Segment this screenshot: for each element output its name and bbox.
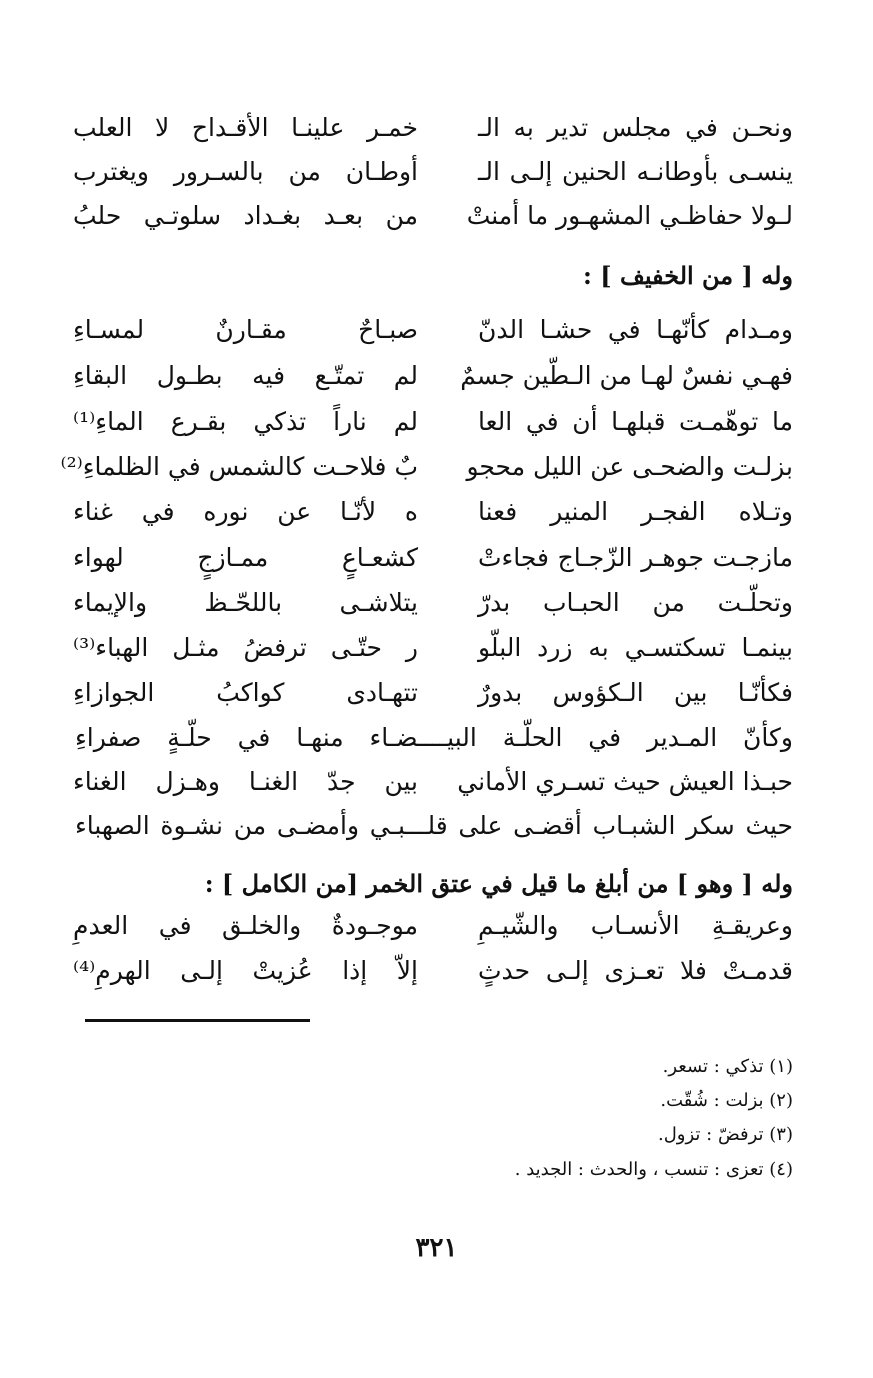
- footnote: (٤) تعزى : تنسب ، والحدث : الجديد .: [514, 1159, 793, 1180]
- first-hemistich: وتـلاه الفجـر المنير فعنا: [478, 497, 793, 526]
- verse-line: [0, 402, 873, 442]
- verse-line: [0, 196, 873, 236]
- first-hemistich: وعريقـةِ الأنسـاب والشّيـمِ: [478, 911, 793, 940]
- second-hemistich: لم ناراً تذكي بقـرع الماءِ⁽¹⁾: [73, 407, 418, 436]
- first-hemistich: وتحلّـت من الحبـاب بدرّ: [478, 588, 793, 617]
- verse-line: [0, 152, 873, 192]
- footnote: (٣) ترفضّ : تزول.: [658, 1124, 793, 1145]
- second-hemistich: ر حتّـى ترفضُ مثـل الهباء⁽³⁾: [73, 633, 418, 662]
- first-hemistich: ونحـن في مجلس تدير به الـ: [478, 113, 793, 142]
- second-hemistich: بين جدّ الغنـا وهـزل الغناء: [73, 767, 418, 796]
- first-hemistich: لـولا حفاظـي المشهـور ما أمنتْ: [466, 201, 793, 230]
- second-hemistich: من بعـد بغـداد سلوتـي حلبُ: [73, 201, 418, 230]
- verse-line-joined: [0, 806, 873, 846]
- verse-line: [0, 762, 873, 802]
- verse-line: [0, 310, 873, 350]
- page-number: ٣٢١: [415, 1233, 458, 1263]
- footnote: (٢) بزلت : شُقّت.: [660, 1090, 793, 1111]
- verse-line: [0, 447, 873, 487]
- verse-line: [0, 951, 873, 991]
- verse-line: [0, 492, 873, 532]
- second-hemistich: إلاّ إذا عُزيتْ إلـى الهرمِ⁽⁴⁾: [73, 956, 418, 985]
- first-hemistich: فكأنّـا بين الـكؤوس بدورٌ: [478, 678, 793, 707]
- verse-line: [0, 628, 873, 668]
- verse-line: [0, 583, 873, 623]
- footnote-separator: [85, 1019, 310, 1022]
- second-hemistich: تتهـادى كواكبُ الجوازاءِ: [73, 678, 418, 707]
- second-hemistich: كشعـاعٍ ممـازجٍ لهواء: [73, 543, 418, 572]
- first-hemistich: مازجـت جوهـر الزّجـاج فجاءتْ: [478, 543, 793, 572]
- second-hemistich: ه لأنّـا عن نوره في غناء: [73, 497, 418, 526]
- poem-heading: وله [ وهو ] من أبلغ ما قيل في عتق الخمر [من الكامل ] :: [204, 869, 793, 898]
- second-hemistich: خمـر علينـا الأقـداح لا العلب: [73, 113, 418, 142]
- first-hemistich: بزلـت والضحـى عن الليل محجو: [466, 452, 793, 481]
- second-hemistich: صبـاحٌ مقـارنٌ لمسـاءِ: [73, 315, 418, 344]
- joined-verse: وكأنّ المـدير في الحلّـة البيــــضـاء منهـا في حلّـةٍ صفراءِ: [75, 723, 793, 752]
- first-hemistich: ما توهّمـت قبلهـا أن في العا: [478, 407, 793, 436]
- first-hemistich: بينمـا تسكتسـي به زرد البلّو: [478, 633, 793, 662]
- poem-heading: وله [ من الخفيف ] :: [583, 261, 793, 290]
- verse-line: [0, 356, 873, 396]
- verse-line: [0, 673, 873, 713]
- verse-line-joined: [0, 718, 873, 758]
- footnote: (١) تذكي : تسعر.: [662, 1056, 793, 1077]
- second-hemistich: يتلاشـى باللحّـظ والإيماء: [73, 588, 418, 617]
- second-hemistich: بٌ فلاحـت كالشمس في الظلماءِ⁽²⁾: [60, 452, 418, 481]
- second-hemistich: موجـودةٌ والخلـق في العدمِ: [73, 911, 418, 940]
- first-hemistich: ومـدام كأنّهـا في حشـا الدنّ: [478, 315, 793, 344]
- first-hemistich: قدمـتْ فلا تعـزى إلـى حدثٍ: [478, 956, 793, 985]
- second-hemistich: أوطـان من بالسـرور ويغترب: [73, 157, 418, 186]
- first-hemistich: فهـي نفسٌ لهـا من الـطّين جسمٌ: [460, 361, 793, 390]
- second-hemistich: لم تمتّـع فيه بطـول البقاءِ: [73, 361, 418, 390]
- first-hemistich: حبـذا العيش حيث تسـري الأماني: [457, 767, 793, 796]
- verse-line: [0, 108, 873, 148]
- verse-line: [0, 538, 873, 578]
- verse-line: [0, 906, 873, 946]
- first-hemistich: ينسـى بأوطانـه الحنين إلـى الـ: [478, 157, 793, 186]
- joined-verse: حيث سكر الشبـاب أقضـى على قلـــبـي وأمضـى من نشـوة الصهباء: [75, 811, 793, 840]
